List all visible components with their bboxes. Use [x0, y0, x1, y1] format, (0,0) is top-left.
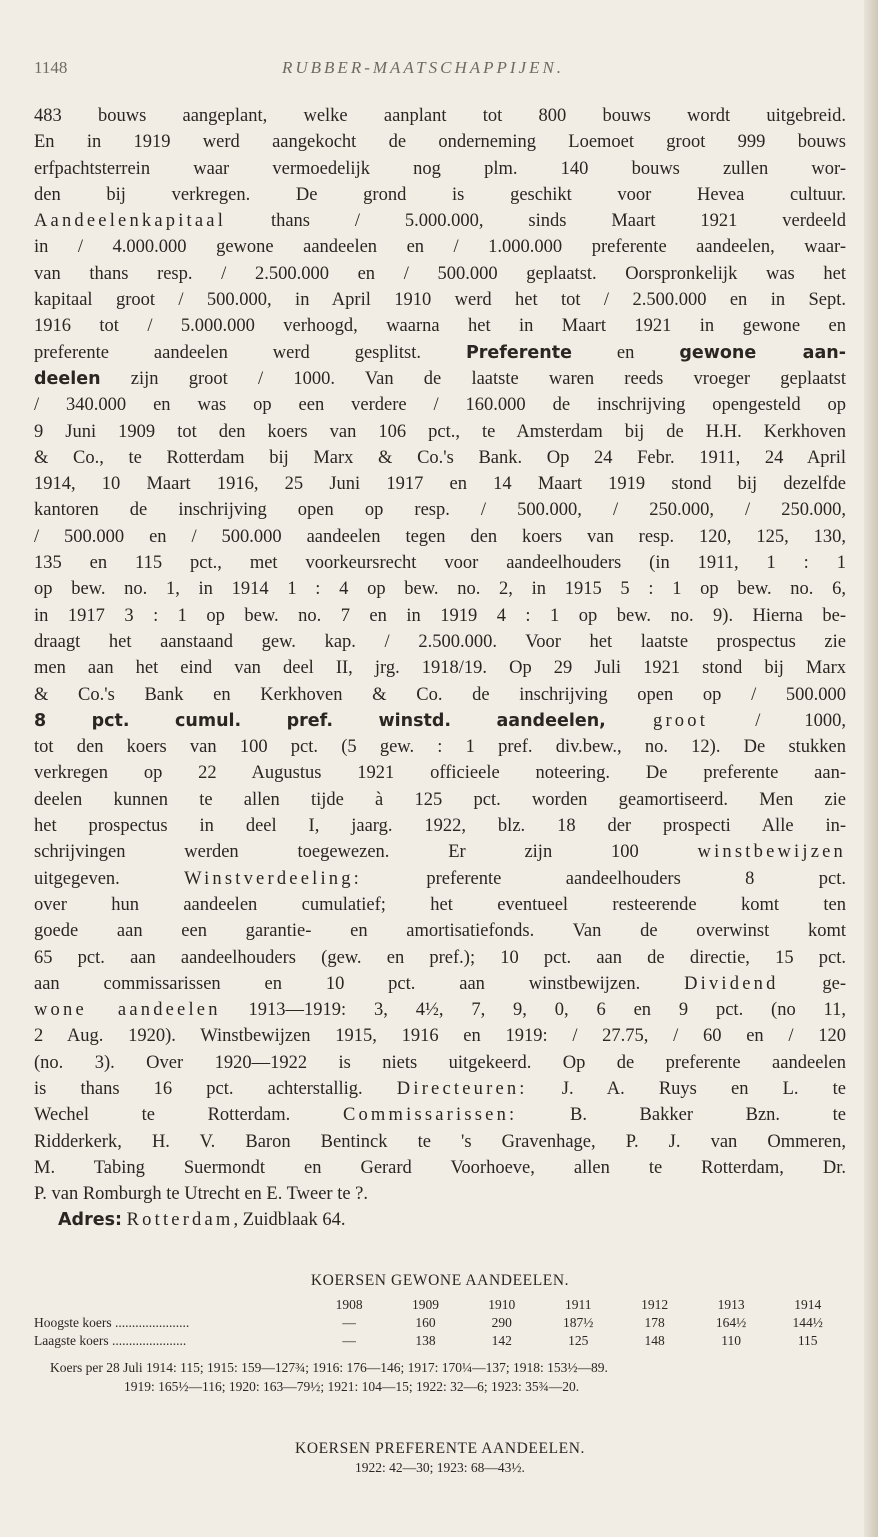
- text-line: deelen kunnen te allen tijde à 125 pct. worden geamortiseerd. Men zie: [34, 789, 846, 810]
- table-cell: 138: [415, 1333, 436, 1348]
- text-line: is thans 16 pct. achterstallig. Directeuren: J. A. Ruys en L. te: [34, 1078, 846, 1099]
- adres-line: [34, 1207, 846, 1233]
- spaced-heading-winstbewijzen: winstbewijzen: [697, 842, 846, 863]
- bold-heading-cumul-pref: 8 pct. cumul. pref. winstd. aandeelen,: [34, 710, 606, 731]
- page-number: 1148: [34, 58, 68, 77]
- table-row: [34, 1314, 846, 1332]
- table-cell: 115: [797, 1333, 818, 1348]
- table-cell: 178: [644, 1315, 665, 1330]
- adres-street: , Zuidblaak 64.: [233, 1210, 346, 1231]
- year-header: 1914: [794, 1297, 822, 1312]
- koers-line: 1922: 42—30; 1923: 68—43½.: [355, 1460, 525, 1475]
- page-edge-shadow: [864, 0, 878, 1537]
- year-header: 1909: [411, 1297, 439, 1312]
- table-cell: 125: [568, 1333, 589, 1348]
- table-cell: 142: [491, 1333, 512, 1348]
- year-header: 1913: [717, 1297, 745, 1312]
- koersen-table: [34, 1296, 846, 1350]
- text-line: draagt het aanstaand gew. kap. / 2.500.000. Voor het laatste prospectus zie: [34, 631, 846, 652]
- spaced-heading-aandeelenkapitaal: Aandeelenkapitaal: [34, 211, 227, 232]
- bold-heading-gewone: gewone aan-: [679, 342, 846, 363]
- koersen-preferente-section: [34, 1440, 846, 1476]
- year-header: 1910: [488, 1297, 516, 1312]
- text-line: verkregen op 22 Augustus 1921 officieele noteering. De preferente aan-: [34, 763, 846, 784]
- text-line: aan commissarissen en 10 pct. aan winstbewijzen. Dividend ge-: [34, 973, 846, 994]
- row-label: Laagste koers ......................: [34, 1333, 187, 1348]
- text-line: kapitaal groot / 500.000, in April 1910 werd het tot / 2.500.000 en in Sept.: [34, 290, 846, 311]
- text-line: tot den koers van 100 pct. (5 gew. : 1 pref. div.bew., no. 12). De stukken: [34, 737, 846, 758]
- spaced-heading-wone-aandeelen: wone aandeelen: [34, 1000, 221, 1021]
- text-line: uitgegeven. Winstverdeeling: preferente aandeelhouders 8 pct.: [34, 868, 846, 889]
- text-line: / 340.000 en was op een verdere / 160.000 de inschrijving opengesteld op: [34, 395, 846, 416]
- text-line: P. van Romburgh te Utrecht en E. Tweer te ?.: [34, 1184, 369, 1205]
- text-line: van thans resp. / 2.500.000 en / 500.000 geplaatst. Oorspronkelijk was het: [34, 263, 846, 284]
- table-cell: 144½: [792, 1315, 823, 1330]
- text-line: in 1917 3 : 1 op bew. no. 7 en in 1919 4 : 1 op bew. no. 9). Hierna be-: [34, 605, 846, 626]
- table-cell: 110: [721, 1333, 741, 1348]
- text-line: En in 1919 werd aangekocht de onderneming Loemoet groot 999 bouws: [34, 132, 846, 153]
- spaced-heading-dividend: Dividend: [684, 973, 779, 994]
- text-line: M. Tabing Suermondt en Gerard Voorhoeve, allen te Rotterdam, Dr.: [34, 1157, 846, 1178]
- row-label: Hoogste koers ......................: [34, 1315, 190, 1330]
- text-line: schrijvingen werden toegewezen. Er zijn 100 winstbewijzen: [34, 842, 846, 863]
- table-cell: 187½: [563, 1315, 594, 1330]
- koers-line: 1919: 165½—116; 1920: 163—79½; 1921: 104—15; 1922: 32—6; 1923: 35¾—20.: [124, 1379, 580, 1394]
- spaced-heading-directeuren: Directeuren:: [396, 1078, 528, 1099]
- adres-city: Rotterdam: [126, 1210, 234, 1231]
- text-line: 2 Aug. 1920). Winstbewijzen 1915, 1916 en 1919: / 27.75, / 60 en / 120: [34, 1026, 846, 1047]
- table-cell: —: [342, 1333, 356, 1348]
- text-line: in / 4.000.000 gewone aandeelen en / 1.000.000 preferente aandeelen, waar-: [34, 237, 846, 258]
- koersen-preferente-title: KOERSEN PREFERENTE AANDEELEN.: [295, 1440, 585, 1457]
- text-line: 483 bouws aangeplant, welke aanplant tot 800 bouws wordt uitgebreid.: [34, 106, 846, 126]
- page-header: [34, 58, 634, 88]
- text-line: men aan het eind van deel II, jrg. 1918/19. Op 29 Juli 1921 stond bij Marx: [34, 658, 846, 679]
- text-line: & Co.'s Bank en Kerkhoven & Co. de inschrijving open op / 500.000: [34, 684, 846, 705]
- text-line: 65 pct. aan aandeelhouders (gew. en pref.); 10 pct. aan de directie, 15 pct.: [34, 947, 846, 968]
- table-cell: 160: [415, 1315, 436, 1330]
- table-cell: 148: [644, 1333, 665, 1348]
- text-line: Ridderkerk, H. V. Baron Bentinck te 's Gravenhage, P. J. van Ommeren,: [34, 1131, 846, 1152]
- bold-heading-deelen: deelen: [34, 368, 101, 389]
- text-line: den bij verkregen. De grond is geschikt voor Hevea cultuur.: [34, 184, 846, 205]
- table-row: [34, 1332, 846, 1350]
- text-line: goede aan een garantie- en amortisatiefonds. Van de overwinst komt: [34, 921, 846, 942]
- text-line: 1916 tot / 5.000.000 verhoogd, waarna het in Maart 1921 in gewone en: [34, 316, 846, 337]
- text-line: op bew. no. 1, in 1914 1 : 4 op bew. no. 2, in 1915 5 : 1 op bew. no. 6,: [34, 579, 846, 600]
- text-line: erfpachtsterrein waar vermoedelijk nog plm. 140 bouws zullen wor-: [34, 158, 846, 179]
- text-line: preferente aandeelen werd gesplitst. Preferente en gewone aan-: [34, 342, 846, 363]
- text-line: wone aandeelen 1913—1919: 3, 4½, 7, 9, 0, 6 en 9 pct. (no 11,: [34, 1000, 846, 1021]
- bold-heading-preferente: Preferente: [465, 342, 572, 363]
- text-line: 9 Juni 1909 tot den koers van 106 pct., te Amsterdam bij de H.H. Kerkhoven: [34, 421, 846, 442]
- running-title: RUBBER-MAATSCHAPPIJEN.: [282, 58, 565, 77]
- table-cell: 164½: [715, 1315, 747, 1330]
- spaced-heading-winstverdeeling: Winstverdeeling:: [184, 868, 363, 889]
- table-cell: 290: [491, 1315, 512, 1330]
- table-cell: —: [342, 1315, 356, 1330]
- text-line: & Co., te Rotterdam bij Marx & Co.'s Bank. Op 24 Febr. 1911, 24 April: [34, 447, 846, 468]
- text-line: over hun aandeelen cumulatief; het eventueel resteerende komt ten: [34, 894, 846, 915]
- adres-label: Adres:: [58, 1210, 122, 1231]
- text-line: kantoren de inschrijving open op resp. / 500.000, / 250.000, / 250.000,: [34, 500, 846, 521]
- text-line: (no. 3). Over 1920—1922 is niets uitgekeerd. Op de preferente aandeelen: [34, 1052, 846, 1073]
- table-header-row: [34, 1296, 846, 1314]
- text-line: deelen zijn groot / 1000. Van de laatste waren reeds vroeger geplaatst: [34, 368, 846, 389]
- text-line: / 500.000 en / 500.000 aandeelen tegen den koers van resp. 120, 125, 130,: [34, 526, 846, 547]
- text-line: 135 en 115 pct., met voorkeursrecht voor aandeelhouders (in 1911, 1 : 1: [34, 553, 846, 574]
- text-line: Wechel te Rotterdam. Commissarissen: B. Bakker Bzn. te: [34, 1105, 846, 1126]
- text-line: 8 pct. cumul. pref. winstd. aandeelen, groot / 1000,: [34, 710, 846, 731]
- koersen-gewone-title: KOERSEN GEWONE AANDEELEN.: [310, 1272, 570, 1289]
- text-line: 1914, 10 Maart 1916, 25 Juni 1917 en 14 Maart 1919 stond bij dezelfde: [34, 474, 846, 495]
- year-header: 1911: [564, 1297, 592, 1312]
- text-line: Aandeelenkapitaal thans / 5.000.000, sinds Maart 1921 verdeeld: [34, 211, 846, 232]
- spaced-heading-commissarissen: Commissarissen:: [342, 1105, 518, 1126]
- body-text: [34, 103, 846, 1234]
- year-header: 1912: [641, 1297, 669, 1312]
- koers-line: Koers per 28 Juli 1914: 115; 1915: 159—127¾; 1916: 176—146; 1917: 170¼—137; 1918: 153½—89.: [50, 1360, 608, 1375]
- koersen-gewone-section: [34, 1272, 846, 1396]
- year-header: 1908: [335, 1297, 363, 1312]
- text-line: het prospectus in deel I, jaarg. 1922, blz. 18 der prospecti Alle in-: [34, 816, 846, 837]
